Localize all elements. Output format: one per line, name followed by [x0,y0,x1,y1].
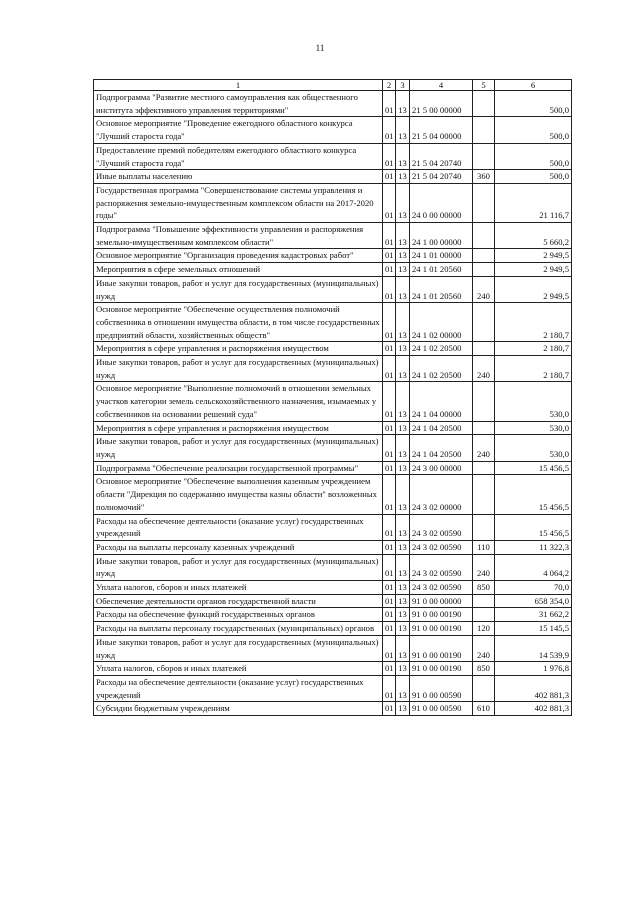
column-header-4: 4 [410,80,473,91]
row-code-subsection: 13 [396,223,410,249]
row-code-expense-type [473,675,495,701]
row-code-section: 01 [383,170,396,184]
row-code-target: 24 0 00 00000 [410,183,473,222]
row-code-expense-type: 240 [473,356,495,382]
row-code-target: 24 1 02 00000 [410,303,473,342]
row-code-section: 01 [383,675,396,701]
table-row [94,581,572,595]
row-code-section: 01 [383,608,396,622]
row-amount: 2 949,5 [495,263,572,277]
row-code-section: 01 [383,342,396,356]
table-row [94,608,572,622]
row-amount: 658 354,0 [495,594,572,608]
row-code-section: 01 [383,514,396,540]
row-name: Основное мероприятие "Обеспечение выполнения казенным учреждением области "Дирекция по содержанию имущества казны области" возложенных полномочий" [94,475,383,514]
table-row [94,540,572,554]
row-code-section: 01 [383,635,396,661]
row-code-expense-type [473,183,495,222]
row-code-subsection: 13 [396,581,410,595]
row-name: Иные закупки товаров, работ и услуг для государственных (муниципальных) нужд [94,635,383,661]
table-row [94,461,572,475]
table-row [94,249,572,263]
row-code-section: 01 [383,117,396,143]
row-code-section: 01 [383,223,396,249]
row-code-target: 24 1 02 20500 [410,342,473,356]
row-name: Мероприятия в сфере управления и распоряжения имуществом [94,421,383,435]
row-code-target: 24 3 02 00590 [410,554,473,580]
column-header-5: 5 [473,80,495,91]
row-code-section: 01 [383,594,396,608]
table-row [94,382,572,421]
row-code-expense-type: 240 [473,635,495,661]
row-code-subsection: 13 [396,170,410,184]
table-row [94,594,572,608]
row-code-target: 91 0 00 00190 [410,662,473,676]
row-code-subsection: 13 [396,608,410,622]
row-name: Расходы на обеспечение функций государственных органов [94,608,383,622]
row-amount: 2 180,7 [495,356,572,382]
row-amount: 402 881,3 [495,702,572,716]
table-row [94,662,572,676]
row-code-subsection: 13 [396,382,410,421]
row-code-expense-type [473,91,495,117]
row-code-section: 01 [383,702,396,716]
row-name: Государственная программа "Совершенствование системы управления и распоряжения земельно-имущественным комплексом области на 2017-2020 годы" [94,183,383,222]
row-code-subsection: 13 [396,91,410,117]
row-code-section: 01 [383,356,396,382]
row-amount: 31 662,2 [495,608,572,622]
table-row [94,356,572,382]
row-amount: 21 116,7 [495,183,572,222]
row-code-subsection: 13 [396,554,410,580]
row-code-subsection: 13 [396,514,410,540]
row-name: Расходы на выплаты персоналу казенных учреждений [94,540,383,554]
table-row [94,117,572,143]
row-code-expense-type [473,249,495,263]
row-code-section: 01 [383,382,396,421]
row-code-subsection: 13 [396,662,410,676]
row-amount: 4 064,2 [495,554,572,580]
row-code-target: 21 5 00 00000 [410,91,473,117]
row-code-target: 24 1 01 20560 [410,276,473,302]
table-row [94,675,572,701]
row-code-expense-type: 240 [473,276,495,302]
row-amount: 2 180,7 [495,342,572,356]
budget-table [93,79,572,716]
table-row [94,475,572,514]
row-code-subsection: 13 [396,263,410,277]
table-body [94,91,572,716]
row-code-target: 24 3 02 00590 [410,514,473,540]
row-code-expense-type [473,342,495,356]
row-code-target: 24 3 02 00000 [410,475,473,514]
row-amount: 530,0 [495,435,572,461]
row-code-section: 01 [383,540,396,554]
row-code-subsection: 13 [396,540,410,554]
row-code-target: 91 0 00 00190 [410,635,473,661]
row-code-target: 24 3 02 00590 [410,581,473,595]
row-amount: 530,0 [495,421,572,435]
row-code-subsection: 13 [396,475,410,514]
row-code-subsection: 13 [396,421,410,435]
row-code-subsection: 13 [396,276,410,302]
row-amount: 15 456,5 [495,475,572,514]
row-code-target: 24 1 00 00000 [410,223,473,249]
row-code-section: 01 [383,276,396,302]
row-code-subsection: 13 [396,342,410,356]
table-row [94,276,572,302]
row-code-target: 24 1 04 20500 [410,421,473,435]
row-amount: 11 322,3 [495,540,572,554]
row-name: Субсидии бюджетным учреждениям [94,702,383,716]
row-code-expense-type [473,303,495,342]
row-code-expense-type: 240 [473,435,495,461]
row-code-subsection: 13 [396,622,410,636]
page-number: 11 [315,43,325,53]
row-code-subsection: 13 [396,702,410,716]
row-code-section: 01 [383,622,396,636]
row-code-target: 24 1 02 20500 [410,356,473,382]
row-code-expense-type [473,461,495,475]
row-name: Иные закупки товаров, работ и услуг для государственных (муниципальных) нужд [94,554,383,580]
row-amount: 5 660,2 [495,223,572,249]
table-row [94,622,572,636]
table-row [94,170,572,184]
table-row [94,303,572,342]
row-code-target: 91 0 00 00590 [410,702,473,716]
row-code-subsection: 13 [396,303,410,342]
row-code-expense-type [473,117,495,143]
row-code-expense-type: 360 [473,170,495,184]
row-name: Подпрограмма "Развитие местного самоуправления как общественного института эффективного управления территориями" [94,91,383,117]
table-row [94,342,572,356]
row-amount: 14 539,9 [495,635,572,661]
row-code-section: 01 [383,183,396,222]
row-name: Иные закупки товаров, работ и услуг для государственных (муниципальных) нужд [94,356,383,382]
row-code-subsection: 13 [396,356,410,382]
row-code-expense-type [473,223,495,249]
row-code-section: 01 [383,303,396,342]
table-row [94,183,572,222]
row-code-target: 91 0 00 00190 [410,608,473,622]
row-code-target: 24 3 02 00590 [410,540,473,554]
row-amount: 15 456,5 [495,514,572,540]
row-code-target: 24 1 04 00000 [410,382,473,421]
row-amount: 70,0 [495,581,572,595]
row-amount: 500,0 [495,170,572,184]
row-code-expense-type [473,475,495,514]
row-code-target: 91 0 00 00000 [410,594,473,608]
row-code-target: 24 1 04 20500 [410,435,473,461]
row-name: Основное мероприятие "Обеспечение осуществления полномочий собственника в отношении имущества области, в том числе государственных предприятий области, хозяйственных обществ" [94,303,383,342]
row-name: Уплата налогов, сборов и иных платежей [94,581,383,595]
row-code-subsection: 13 [396,435,410,461]
row-code-target: 24 1 01 20560 [410,263,473,277]
row-code-section: 01 [383,263,396,277]
row-amount: 15 145,5 [495,622,572,636]
column-header-2: 2 [383,80,396,91]
row-name: Расходы на выплаты персоналу государственных (муниципальных) органов [94,622,383,636]
row-code-section: 01 [383,143,396,169]
row-amount: 2 949,5 [495,249,572,263]
row-name: Подпрограмма "Повышение эффективности управления и распоряжения земельно-имущественным комплексом области" [94,223,383,249]
row-name: Обеспечение деятельности органов государственной власти [94,594,383,608]
row-code-subsection: 13 [396,117,410,143]
row-name: Иные выплаты населению [94,170,383,184]
row-code-expense-type: 110 [473,540,495,554]
row-code-target: 21 5 04 00000 [410,117,473,143]
row-code-target: 24 3 00 00000 [410,461,473,475]
row-code-section: 01 [383,421,396,435]
row-code-expense-type: 850 [473,581,495,595]
column-header-3: 3 [396,80,410,91]
row-code-expense-type: 610 [473,702,495,716]
row-code-section: 01 [383,435,396,461]
column-header-6: 6 [495,80,572,91]
row-amount: 15 456,5 [495,461,572,475]
row-code-target: 21 5 04 20740 [410,143,473,169]
table-row [94,421,572,435]
row-code-expense-type [473,382,495,421]
column-header-1: 1 [94,80,383,91]
row-code-expense-type [473,421,495,435]
table-row [94,223,572,249]
row-code-target: 91 0 00 00590 [410,675,473,701]
row-code-expense-type: 240 [473,554,495,580]
row-code-section: 01 [383,554,396,580]
table-row [94,554,572,580]
row-amount: 530,0 [495,382,572,421]
row-code-subsection: 13 [396,183,410,222]
row-name: Основное мероприятие "Организация проведения кадастровых работ" [94,249,383,263]
row-code-subsection: 13 [396,143,410,169]
table-row [94,263,572,277]
row-name: Иные закупки товаров, работ и услуг для государственных (муниципальных) нужд [94,276,383,302]
table-row [94,435,572,461]
row-name: Подпрограмма "Обеспечение реализации государственной программы" [94,461,383,475]
row-code-subsection: 13 [396,675,410,701]
row-amount: 500,0 [495,117,572,143]
row-code-target: 91 0 00 00190 [410,622,473,636]
row-name: Мероприятия в сфере земельных отношений [94,263,383,277]
row-code-section: 01 [383,662,396,676]
row-code-section: 01 [383,91,396,117]
row-name: Уплата налогов, сборов и иных платежей [94,662,383,676]
table-row [94,91,572,117]
row-name: Предоставление премий победителям ежегодного областного конкурса "Лучший староста года" [94,143,383,169]
header-row [94,80,572,91]
row-code-section: 01 [383,249,396,263]
row-code-section: 01 [383,581,396,595]
row-code-expense-type [473,514,495,540]
row-code-expense-type [473,594,495,608]
row-code-expense-type [473,143,495,169]
table-row [94,702,572,716]
row-name: Расходы на обеспечение деятельности (оказание услуг) государственных учреждений [94,675,383,701]
row-code-subsection: 13 [396,594,410,608]
row-name: Иные закупки товаров, работ и услуг для государственных (муниципальных) нужд [94,435,383,461]
row-name: Основное мероприятие "Проведение ежегодного областного конкурса "Лучший староста года" [94,117,383,143]
row-code-subsection: 13 [396,249,410,263]
row-code-expense-type [473,263,495,277]
row-amount: 402 881,3 [495,675,572,701]
row-amount: 2 949,5 [495,276,572,302]
row-code-section: 01 [383,461,396,475]
row-name: Мероприятия в сфере управления и распоряжения имуществом [94,342,383,356]
row-code-section: 01 [383,475,396,514]
table-row [94,143,572,169]
row-code-subsection: 13 [396,635,410,661]
row-code-expense-type [473,608,495,622]
row-name: Расходы на обеспечение деятельности (оказание услуг) государственных учреждений [94,514,383,540]
row-amount: 1 976,8 [495,662,572,676]
row-code-expense-type: 120 [473,622,495,636]
row-name: Основное мероприятие "Выполнение полномочий в отношении земельных участков категории земель сельскохозяйственного назначения, изымаемых у собственников на основании решений суда" [94,382,383,421]
row-amount: 500,0 [495,91,572,117]
row-code-subsection: 13 [396,461,410,475]
row-amount: 2 180,7 [495,303,572,342]
row-code-target: 21 5 04 20740 [410,170,473,184]
row-amount: 500,0 [495,143,572,169]
row-code-expense-type: 850 [473,662,495,676]
row-code-target: 24 1 01 00000 [410,249,473,263]
table-row [94,514,572,540]
table-row [94,635,572,661]
